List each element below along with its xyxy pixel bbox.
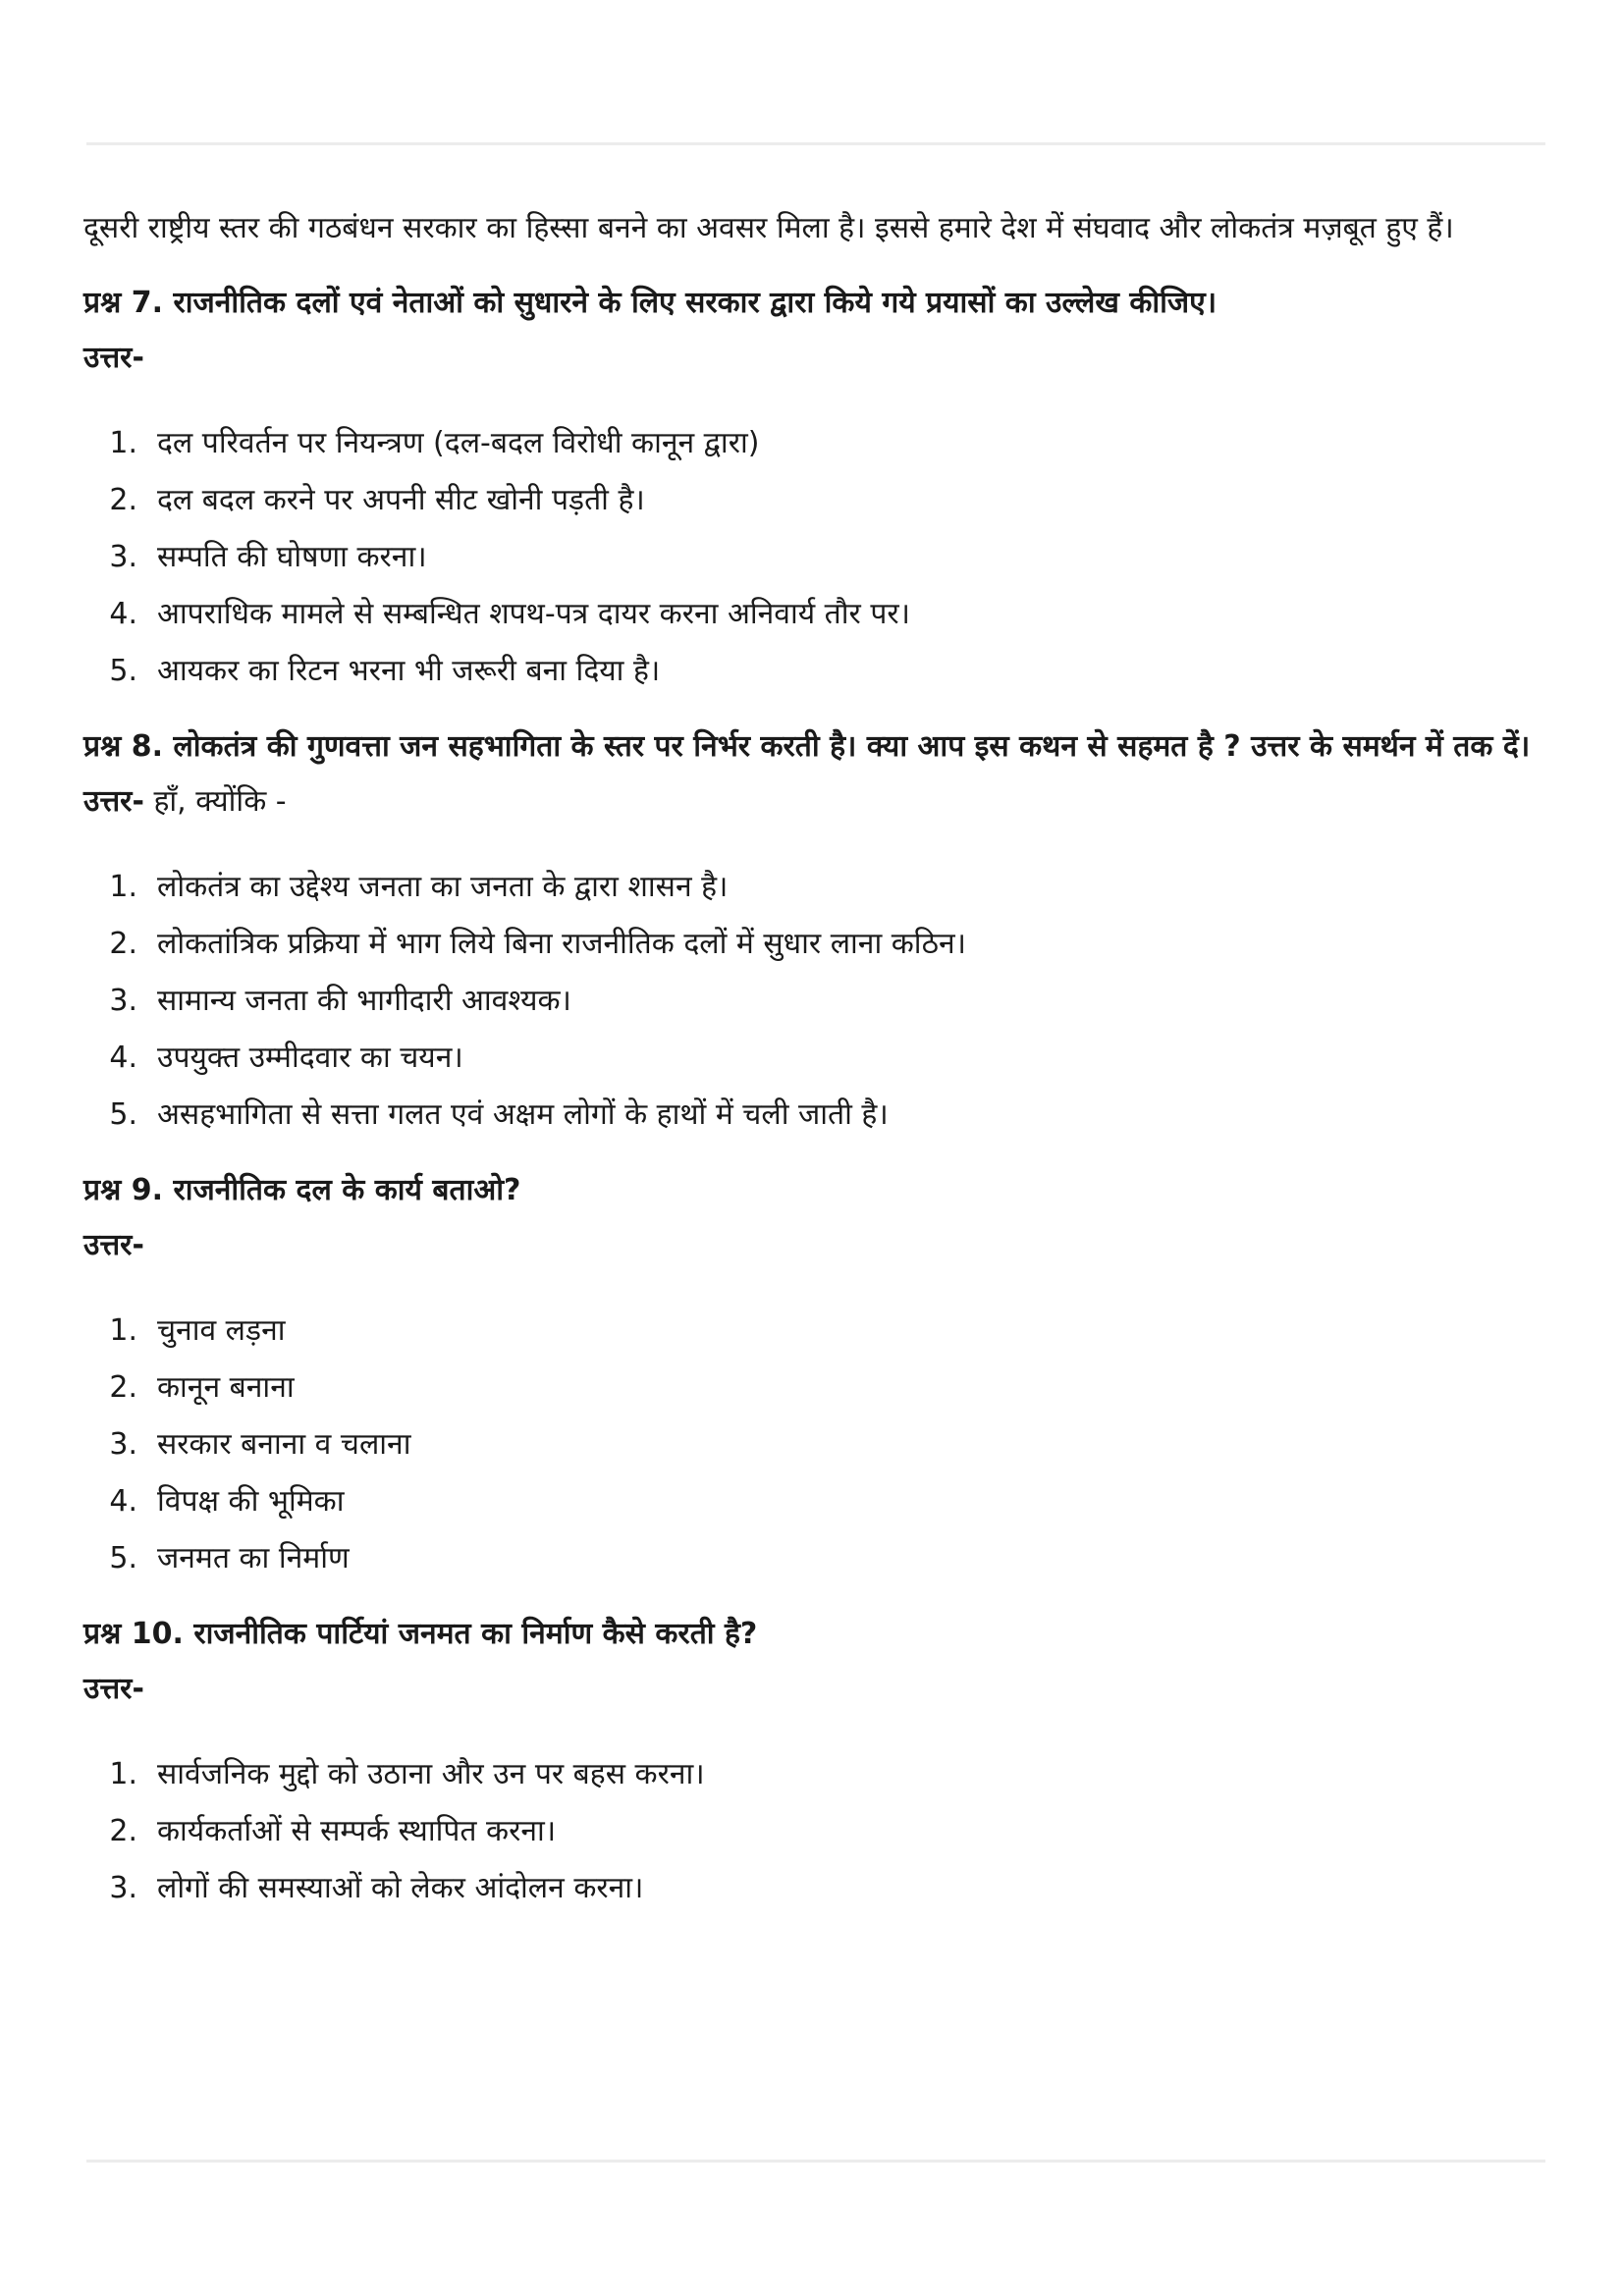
top-divider [86,142,1545,145]
answer-list [83,859,1546,1144]
list-item-text: दल परिवर्तन पर नियन्त्रण (दल-बदल विरोधी कानून द्वारा) [157,426,760,460]
list-item-text: चुनाव लड़ना [157,1313,286,1348]
question-block [83,1607,1546,1917]
answer-list [83,1303,1546,1587]
list-item [83,1030,1546,1087]
answer-line [83,1218,1546,1273]
question-heading: प्रश्न 9. राजनीतिक दल के कार्य बताओ? [83,1173,521,1207]
list-item-number: 1. [109,1757,137,1791]
list-item-text: लोकतांत्रिक प्रक्रिया में भाग लिये बिना राजनीतिक दलों में सुधार लाना कठिन। [157,927,967,961]
list-item-number: 5. [109,1097,137,1132]
list-item-text: उपयुक्त उम्मीदवार का चयन। [157,1041,463,1075]
intro-paragraph: दूसरी राष्ट्रीय स्तर की गठबंधन सरकार का हिस्सा बनने का अवसर मिला है। इससे हमारे देश में संघवाद और लोकतंत्र मज़बूत हुए हैं। [83,211,1454,245]
answer-text: हाँ, क्योंकि - [143,784,287,819]
question-block [83,276,1546,700]
list-item-number: 4. [109,1041,137,1075]
list-item-text: सार्वजनिक मुद्दो को उठाना और उन पर बहस करना। [157,1757,705,1791]
list-item [83,586,1546,643]
list-item [83,973,1546,1030]
list-item-number: 5. [109,1541,137,1575]
list-item-text: लोकतंत्र का उद्देश्य जनता का जनता के द्वारा शासन है। [157,870,729,904]
question-heading: प्रश्न 7. राजनीतिक दलों एवं नेताओं को सुधारने के लिए सरकार द्वारा किये गये प्रयासों का उल्लेख कीजिए। [83,286,1217,320]
answer-label: उत्तर- [83,784,144,819]
list-item [83,529,1546,586]
list-item-text: लोगों की समस्याओं को लेकर आंदोलन करना। [157,1871,644,1905]
list-item-number: 3. [109,1871,137,1905]
list-item-number: 4. [109,597,137,631]
list-item-text: कार्यकर्ताओं से सम्पर्क स्थापित करना। [157,1814,557,1848]
list-item [83,1803,1546,1860]
list-item [83,859,1546,916]
list-item-text: असहभागिता से सत्ता गलत एवं अक्षम लोगों के हाथों में चली जाती है। [157,1097,889,1132]
bottom-divider [86,2160,1545,2163]
list-item-text: विपक्ष की भूमिका [157,1484,345,1519]
question-heading: प्रश्न 10. राजनीतिक पार्टियां जनमत का निर्माण कैसे करती है? [83,1617,758,1651]
list-item [83,1303,1546,1360]
list-item [83,1860,1546,1917]
list-item-number: 2. [109,1814,137,1848]
list-item [83,1746,1546,1803]
list-item-text: जनमत का निर्माण [157,1541,350,1575]
list-item [83,1087,1546,1144]
list-item-text: सरकार बनाना व चलाना [157,1427,411,1462]
list-item-number: 3. [109,984,137,1018]
list-item-number: 2. [109,483,137,517]
answer-list [83,415,1546,700]
list-item [83,916,1546,973]
list-item [83,415,1546,472]
answer-line [83,1662,1546,1717]
list-item-number: 1. [109,1313,137,1348]
list-item-number: 1. [109,870,137,904]
list-item [83,1530,1546,1587]
list-item-number: 3. [109,540,137,574]
list-item-text: सम्पति की घोषणा करना। [157,540,427,574]
question-block [83,720,1546,1144]
list-item [83,1416,1546,1473]
list-item-text: आपराधिक मामले से सम्बन्धित शपथ-पत्र दायर करना अनिवार्य तौर पर। [157,597,911,631]
list-item-text: कानून बनाना [157,1370,295,1405]
question-heading: प्रश्न 8. लोकतंत्र की गुणवत्ता जन सहभागिता के स्तर पर निर्भर करती है। क्या आप इस कथन से सहमत है ? उत्तर के समर्थन में तक दें। [83,729,1531,764]
answer-line [83,331,1546,386]
answer-label: उत्तर- [83,1228,144,1262]
question-answer-list [83,276,1546,1917]
list-item-number: 5. [109,654,137,688]
question-block [83,1163,1546,1587]
document-page [83,201,1546,1917]
answer-label: उत्तर- [83,341,144,375]
list-item-number: 2. [109,1370,137,1405]
list-item-number: 2. [109,927,137,961]
list-item-number: 4. [109,1484,137,1519]
answer-label: उत्तर- [83,1672,144,1706]
list-item-text: सामान्य जनता की भागीदारी आवश्यक। [157,984,571,1018]
list-item [83,643,1546,700]
answer-line [83,774,1546,829]
list-item-number: 3. [109,1427,137,1462]
list-item-text: दल बदल करने पर अपनी सीट खोनी पड़ती है। [157,483,645,517]
list-item [83,472,1546,529]
answer-list [83,1746,1546,1917]
list-item-number: 1. [109,426,137,460]
list-item [83,1360,1546,1416]
list-item [83,1473,1546,1530]
list-item-text: आयकर का रिटन भरना भी जरूरी बना दिया है। [157,654,661,688]
